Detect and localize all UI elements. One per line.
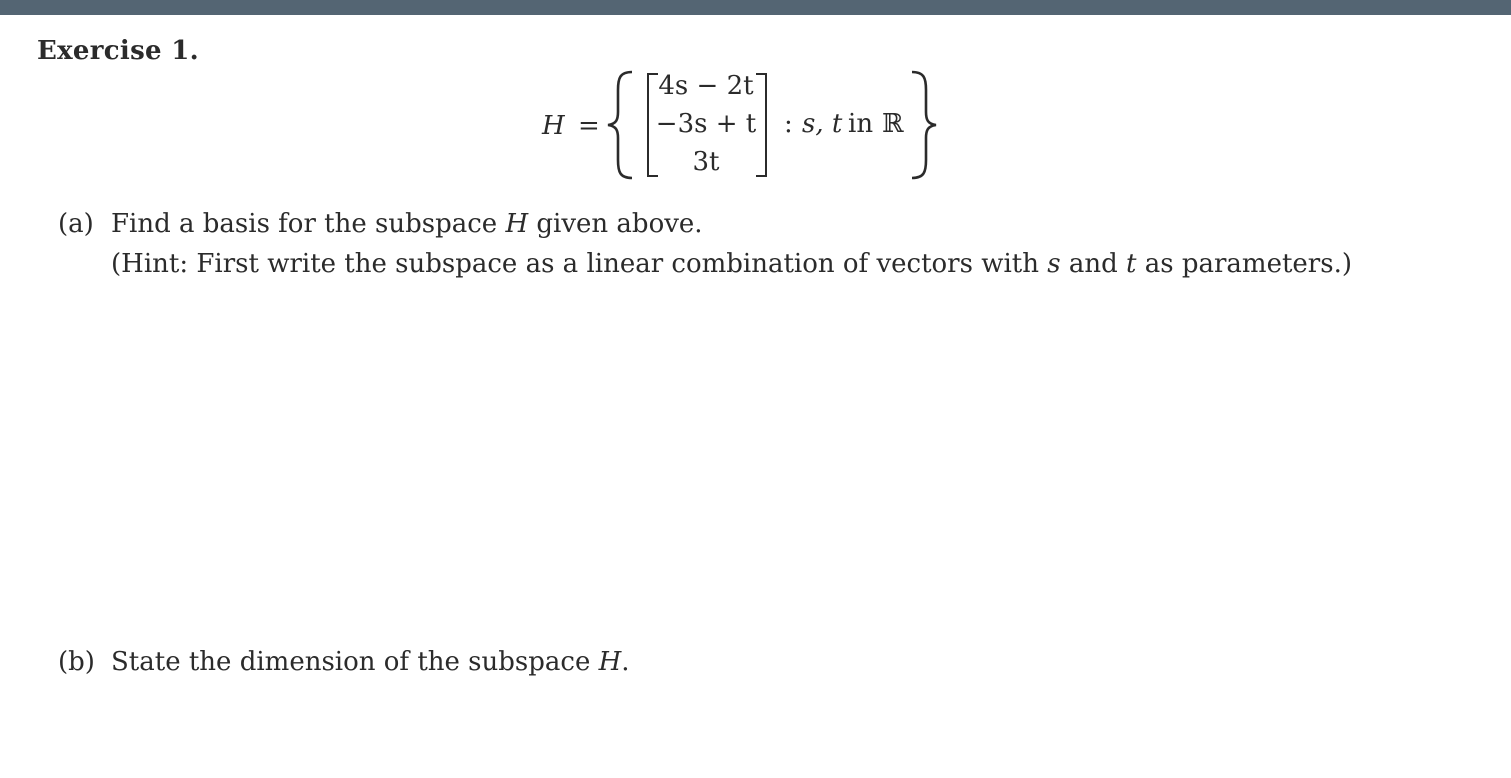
- condition-colon: :: [784, 109, 793, 139]
- equation-svg: [540, 66, 940, 184]
- equation-lhs: H: [542, 111, 565, 141]
- hint-text-and: and: [1060, 249, 1127, 279]
- part-b-body: [111, 642, 630, 682]
- exercise-title: Exercise 1.: [37, 36, 199, 66]
- hint-variable-s: s: [1047, 249, 1061, 279]
- left-brace-icon: [608, 72, 632, 178]
- right-brace-icon: [912, 72, 936, 178]
- hint-variable-t: t: [1126, 249, 1137, 279]
- part-a-text-end: given above.: [528, 209, 703, 239]
- part-b-question: [111, 642, 630, 682]
- part-b-variable-h: H: [598, 647, 622, 677]
- part-a-hint: [111, 244, 1352, 284]
- condition-variables: s, t: [802, 109, 843, 139]
- part-b-label: (b): [58, 647, 95, 677]
- part-a-body: [111, 204, 1352, 284]
- part-a-variable-h: H: [505, 209, 529, 239]
- hint-text-start: (Hint: First write the subspace as a linear combination of vectors with: [111, 249, 1048, 279]
- vector-entry-1: 4s − 2t: [658, 71, 754, 101]
- part-b-text-start: State the dimension of the subspace: [111, 647, 599, 677]
- hint-text-end: as parameters.): [1136, 249, 1352, 279]
- right-bracket-icon: [756, 74, 766, 176]
- top-header-bar: [0, 0, 1511, 15]
- part-a-text-start: Find a basis for the subspace: [111, 209, 506, 239]
- part-b-text-end: .: [621, 647, 630, 677]
- part-a-label: (a): [58, 209, 94, 239]
- equation-equals: =: [578, 111, 600, 141]
- condition-set-reals: ℝ: [882, 109, 904, 139]
- subspace-definition-equation: [540, 66, 940, 184]
- vector-entry-3: 3t: [692, 147, 720, 177]
- condition-in: in: [848, 109, 874, 139]
- part-a-question: [111, 204, 1352, 244]
- vector-entry-2: −3s + t: [655, 109, 757, 139]
